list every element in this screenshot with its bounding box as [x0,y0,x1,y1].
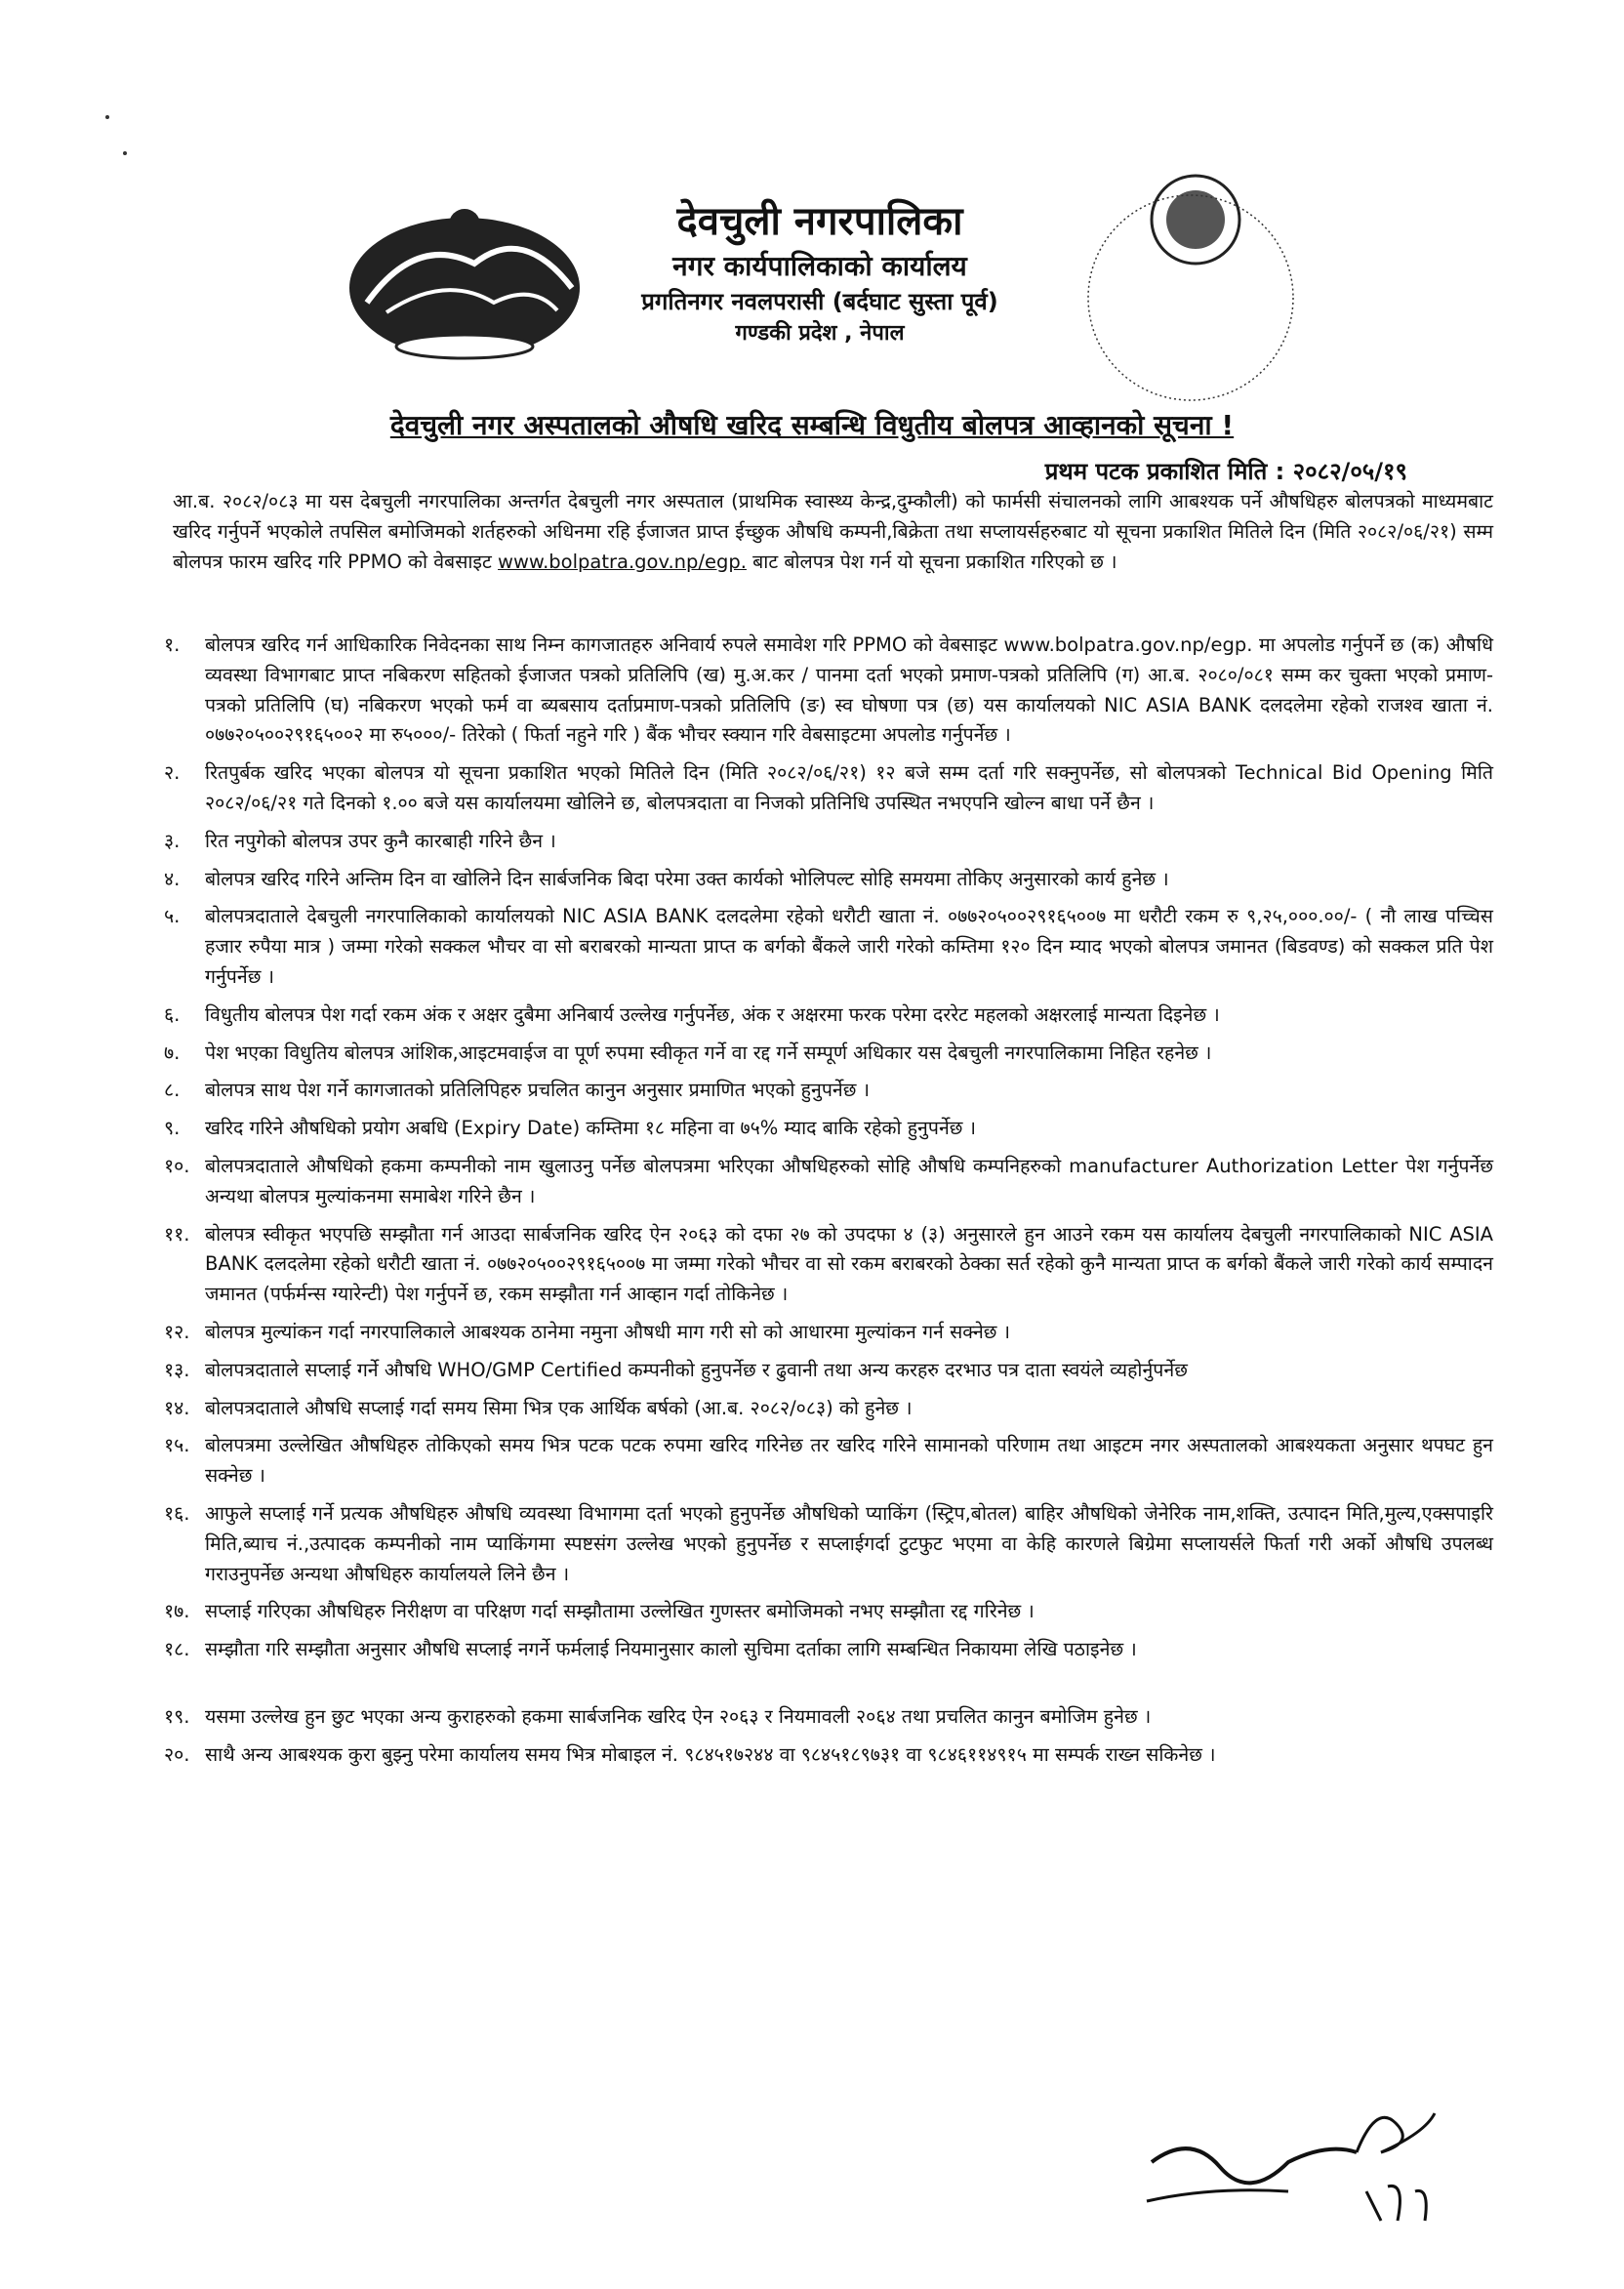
condition-item: ६. विधुतीय बोलपत्र पेश गर्दा रकम अंक र अक्षर दुबैमा अनिबार्य उल्लेख गर्नुपर्नेछ, अंक र अक्षरमा फरक परेमा दररेट महलको अक्षरलाई मान्यता दिइनेछ । [164,1002,1220,1026]
office-address: प्रगतिनगर नवलपरासी (बर्दघाट सुस्ता पूर्व) [641,288,998,315]
scan-speck [123,151,127,155]
condition-item: १०. बोलपत्रदाताले औषधिको हकमा कम्पनीको नाम खुलाउनु पर्नेछ बोलपत्रमा भरिएका औषधिहरुको सोहि औषधि कम्पनिहरुको manufacturer Authorization Letter पेश गर्नुपर्नेछ अन्यथा बोलपत्र मुल्यांकनमा समाबेश गरिने छैन । [164,1154,1493,1207]
province-name: गण्डकी प्रदेश , नेपाल [735,321,905,346]
intro-tail: बाट बोलपत्र पेश गर्न यो सूचना प्रकाशित गरिएको छ । [746,551,1117,573]
condition-item: २०. साथै अन्य आबश्यक कुरा बुझ्नु परेमा कार्यालय समय भित्र मोबाइल नं. ९८४५१७२४४ वा ९८४५१८९७३१ वा ९८४६११४९१५ मा सम्पर्क राख्न सकिनेछ । [164,1742,1216,1766]
notice-title: देवचुली नगर अस्पतालको औषधि खरिद सम्बन्धि विधुतीय बोलपत्र आव्हानको सूचना ! [389,409,1235,441]
list-gap [164,1673,1493,1702]
scan-speck [105,115,109,119]
condition-item: १९. यसमा उल्लेख हुन छुट भएका अन्य कुराहरुको हकमा सार्बजनिक खरिद ऐन २०६३ र नियमावली २०६४ तथा प्रचलित कानुन बमोजिम हुनेछ । [164,1704,1152,1728]
office-seal [1069,161,1313,415]
office-header [547,195,1093,349]
intro-paragraph [173,486,1493,577]
condition-item: १४. बोलपत्रदाताले औषधि सप्लाई गर्दा समय सिमा भित्र एक आर्थिक बर्षको (आ.ब. २०८२/०८३) को हुनेछ । [164,1396,913,1419]
condition-item: ९. खरिद गरिने औषधिको प्रयोग अबधि (Expiry Date) कम्तिमा १८ महिना वा ७५% म्याद बाकि रहेको हुनुपर्नेछ । [164,1117,977,1140]
condition-item: १२. बोलपत्र मुल्यांकन गर्दा नगरपालिकाले आबश्यक ठानेमा नमुना औषधी माग गरी सो को आधारमा मुल्यांकन गर्न सक्नेछ । [164,1320,1011,1343]
intro-text: आ.ब. २०८२/०८३ मा यस देबचुली नगरपालिका अन्तर्गत देबचुली नगर अस्पताल (प्राथमिक स्वास्थ्य केन्द्र,दुम्कौली) को फार्मसी संचालनको लागि आबश्यक पर्ने औषधिहरु बोलपत्रको माध्यमबाट खरिद गर्नुपर्ने भएकोले तपसिल बमोजिमको शर्तहरुको अधिनमा रहि ईजाजत प्राप्त ईच्छुक औषधि कम्पनी,बिक्रेता तथा सप्लायर्सहरुबाट यो सूचना प्रकाशित मितिले दिन (मिति २०८२/०६/२१) सम्म बोलपत्र फारम खरिद गरि PPMO को वेबसाइट [173,490,1493,573]
condition-item: १३. बोलपत्रदाताले सप्लाई गर्ने औषधि WHO/GMP Certified कम्पनीको हुनुपर्नेछ र ढुवानी तथा अन्य करहरु दरभाउ पत्र दाता स्वयंले व्यहोर्नुपर्नेछ [164,1358,1188,1381]
condition-item: ७. पेश भएका विधुतिय बोलपत्र आंशिक,आइटमवाईज वा पूर्ण रुपमा स्वीकृत गर्ने वा रद्द गर्ने सम्पूर्ण अधिकार यस देबचुली नगरपालिकामा निहित रहनेछ । [164,1041,1212,1064]
condition-item: ११. बोलपत्र स्वीकृत भएपछि सम्झौता गर्न आउदा सार्बजनिक खरिद ऐन २०६३ को दफा २७ को उपदफा ४ (३) अनुसारले हुन आउने रकम यस कार्यालय देबचुली नगरपालिकाको NIC ASIA BANK दलदलेमा रहेको धरौटी खाता नं. ०७७२०५००२९१६५००७ मा जम्मा गरेको भौचर वा सो रकम बराबरको ठेक्का सर्त रहेको कुनै मान्यता प्राप्त क बर्गको बैंकले जारी गरेको कार्य सम्पादन जमानत (पर्फर्मन्स ग्यारेन्टी) पेश गर्नुपर्ने छ, रकम सम्झौता गर्न आव्हान गर्दा तोकिनेछ । [164,1222,1493,1306]
published-date: प्रथम पटक प्रकाशित मिति : २०८२/०५/१९ [1044,458,1407,485]
condition-item: २. रितपुर्बक खरिद भएका बोलपत्र यो सूचना प्रकाशित भएको मितिले दिन (मिति २०८२/०६/२१) १२ बजे सम्म दर्ता गरि सक्नुपर्नेछ, सो बोलपत्रको Technical Bid Opening मिति २०८२/०६/२१ गते दिनको १.०० बजे यस कार्यालयमा खोलिने छ, बोलपत्रदाता वा निजको प्रतिनिधि उपस्थित नभएपनि खोल्न बाधा पर्ने छैन । [164,761,1493,814]
office-name: नगर कार्यपालिकाको कार्यालय [672,250,967,282]
condition-item: १६. आफुले सप्लाई गर्ने प्रत्यक औषधिहरु औषधि व्यवस्था विभागमा दर्ता भएको हुनुपर्नेछ औषधिको प्याकिंग (स्ट्रिप,बोतल) बाहिर औषधिको जेनेरिक नाम,शक्ति, उत्पादन मिति,मुल्य,एक्सपाइरि मिति,ब्याच नं.,उत्पादक कम्पनीको नाम प्याकिंगमा स्पष्टसंग उल्लेख भएको हुनुपर्नेछ र सप्लाईगर्दा टुटफुट भएमा वा केहि कारणले बिग्रेमा सप्लायर्सले फिर्ता गरी अर्को औषधि उपलब्ध गराउनुपर्नेछ अन्यथा औषधिहरु कार्यालयले लिने छैन । [164,1501,1493,1585]
condition-item: ८. बोलपत्र साथ पेश गर्ने कागजातको प्रतिलिपिहरु प्रचलित कानुन अनुसार प्रमाणित भएको हुनुपर्नेछ । [164,1079,870,1102]
condition-item: १७. सप्लाई गरिएका औषधिहरु निरीक्षण वा परिक्षण गर्दा सम्झौतामा उल्लेखित गुणस्तर बमोजिमको नभए सम्झौता रद्द गरिनेछ । [164,1600,1035,1623]
conditions-list [164,631,1493,1778]
condition-item: ४. बोलपत्र खरिद गरिने अन्तिम दिन वा खोलिने दिन सार्बजनिक बिदा परेमा उक्त कार्यको भोलिपल्ट सोहि समयमा तोकिए अनुसारको कार्य हुनेछ । [164,867,1169,890]
condition-item: १५. बोलपत्रमा उल्लेखित औषधिहरु तोकिएको समय भित्र पटक पटक रुपमा खरिद गरिनेछ तर खरिद गरिने सामानको परिणाम तथा आइटम नगर अस्पतालको आबश्यकता अनुसार थपघट हुन सक्नेछ । [164,1434,1493,1488]
condition-item: १. बोलपत्र खरिद गर्न आधिकारिक निवेदनका साथ निम्न कागजातहरु अनिवार्य रुपले समावेश गरि PPMO को वेबसाइट www.bolpatra.gov.np/egp. मा अपलोड गर्नुपर्ने छ (क) औषधि व्यवस्था विभागबाट प्राप्त नबिकरण सहितको ईजाजत पत्रको प्रतिलिपि (ख) मु.अ.कर / पानमा दर्ता भएको प्रमाण-पत्रको प्रतिलिपि (ग) आ.ब. २०८०/०८१ सम्म कर चुक्ता भएको प्रमाण-पत्रको प्रतिलिपि (घ) नबिकरण भएको फर्म वा ब्यबसाय दर्ताप्रमाण-पत्रको प्रतिलिपि (ङ) स्व घोषणा पत्र (छ) यस कार्यालयको NIC ASIA BANK दलदलेमा रहेको राजश्व खाता नं. ०७७२०५००२९१६५००२ मा रु५०००/- तिरेको ( फिर्ता नहुने गरि ) बैंक भौचर स्क्यान गरि वेबसाइटमा अपलोड गर्नुपर्नेछ । [164,634,1493,747]
municipality-name: देवचुली नगरपालिका [676,199,963,244]
condition-item: १८. सम्झौता गरि सम्झौता अनुसार औषधि सप्लाई नगर्ने फर्मलाई नियमानुसार कालो सुचिमा दर्ताका लागि सम्बन्धित निकायमा लेखि पठाइनेछ । [164,1638,1137,1661]
condition-item: ३. रित नपुगेको बोलपत्र उपर कुनै कारबाही गरिने छैन । [164,829,556,852]
handwritten-signature [1132,2094,1454,2240]
condition-item: ५. बोलपत्रदाताले देबचुली नगरपालिकाको कार्यालयको NIC ASIA BANK दलदलेमा रहेको धरौटी खाता नं. ०७७२०५००२९१६५००७ मा धरौटी रकम रु ९,२५,०००.००/- ( नौ लाख पच्चिस हजार रुपैया मात्र ) जम्मा गरेको सक्कल भौचर वा सो बराबरको मान्यता प्राप्त क बर्गको बैंकले जारी गरेको कम्तिमा १२० दिन म्याद भएको बोलपत्र जमानत (बिडवण्ड) को सक्कल प्रति पेश गर्नुपर्नेछ । [164,905,1493,988]
bolpatra-link[interactable]: www.bolpatra.gov.np/egp. [498,551,747,573]
